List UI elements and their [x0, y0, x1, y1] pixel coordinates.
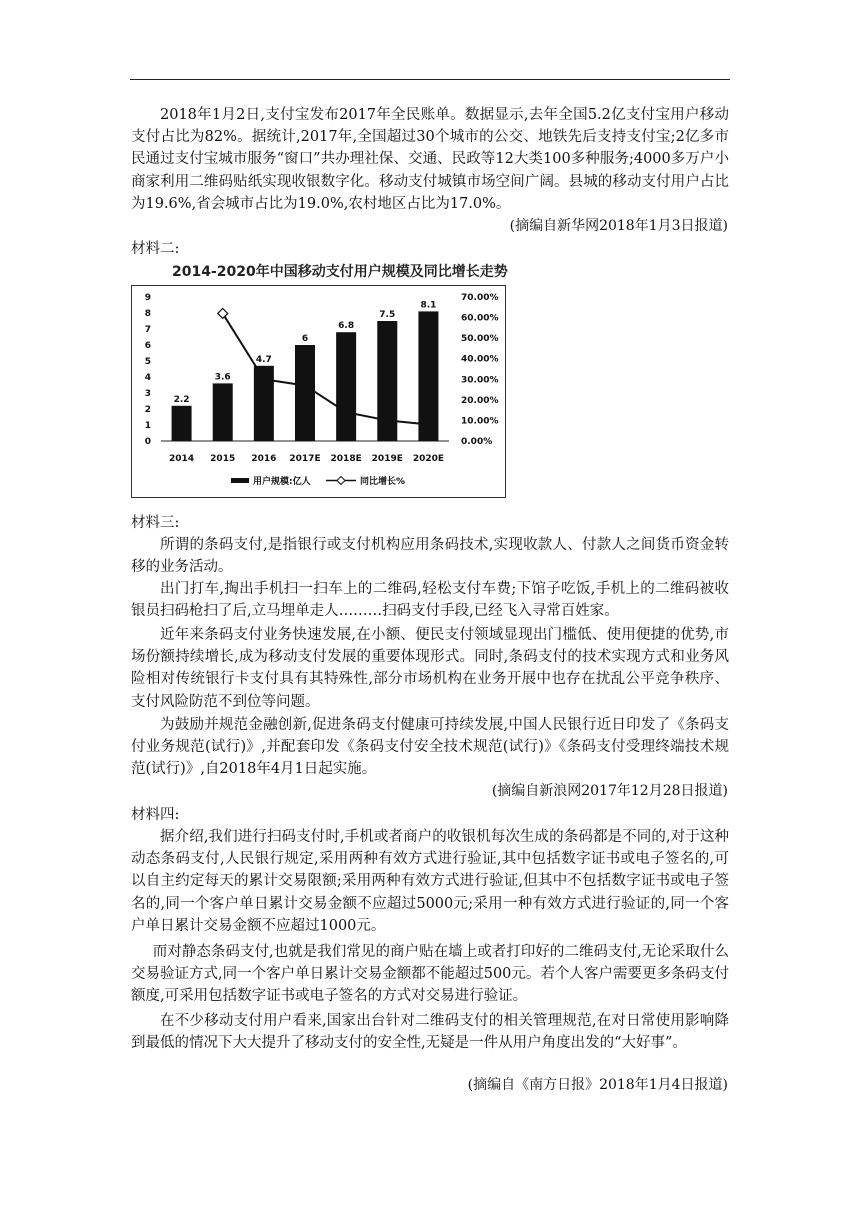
y2-tick-label: 0.00% [461, 437, 493, 447]
material4-paragraph-2: 而对静态条码支付,也就是我们常见的商户贴在墙上或者打印好的二维码支付,无论采取什么交易验证方式,同一个客户单日累计交易金额都不能超过500元。若个人客户需要更多条码支付额度,可采用包括数字证书或电子签名的方式对交易进行验证。 [131, 944, 729, 1005]
y-tick-label: 1 [144, 421, 151, 431]
header-rule [130, 79, 730, 80]
material3-paragraph-2: 出门打车,掏出手机扫一扫车上的二维码,轻松支付车费;下馆子吃饭,手机上的二维码被收银员扫码枪扫了后,立马埋单走人………扫码支付手段,已经飞入寻常百姓家。 [131, 581, 729, 620]
x-tick-label: 2018E [330, 454, 362, 464]
bar-data-label: 3.6 [214, 372, 231, 383]
legend-line-label: 同比增长% [360, 477, 406, 487]
material1-source: (摘编自新华网2018年1月3日报道) [509, 218, 728, 234]
y-tick-label: 2 [144, 405, 151, 415]
y-tick-label: 6 [144, 341, 151, 351]
y-tick-label: 4 [144, 373, 151, 383]
x-tick-label: 2015 [210, 454, 236, 464]
y-tick-label: 9 [144, 293, 151, 303]
y-tick-label: 0 [144, 437, 151, 447]
material3-paragraph-4: 为鼓励并规范金融创新,促进条码支付健康可持续发展,中国人民银行近日印发了《条码支付业务规范(试行)》,并配套印发《条码支付安全技术规范(试行)》《条码支付受理终端技术规范(试行)》,自2018年4月1日起实施。 [131, 717, 729, 778]
y2-tick-label: 40.00% [461, 354, 499, 365]
legend-bar-swatch [231, 478, 249, 483]
chart-title: 2014-2020年中国移动支付用户规模及同比增长走势 [172, 264, 508, 280]
bar-2014 [172, 406, 192, 441]
bar-data-label: 6 [301, 334, 309, 344]
bar-data-label: 6.8 [338, 321, 355, 332]
bar-2018E [336, 332, 356, 441]
bar-data-label: 4.7 [255, 354, 272, 365]
bar-data-label: 8.1 [420, 300, 437, 311]
y2-tick-label: 30.00% [461, 375, 499, 386]
material4-label: 材料四: [131, 807, 180, 823]
x-tick-label: 2019E [371, 454, 403, 464]
chart [131, 285, 506, 498]
y2-tick-label: 70.00% [461, 293, 499, 303]
material3-label: 材料三: [131, 515, 180, 531]
y2-tick-label: 20.00% [461, 395, 499, 406]
y-tick-label: 7 [144, 325, 151, 335]
x-tick-label: 2014 [169, 454, 195, 464]
y2-tick-label: 60.00% [461, 313, 499, 324]
y-tick-label: 5 [144, 357, 151, 367]
legend-bar-label: 用户规模:亿人 [253, 477, 311, 487]
material4-source: (摘编自《南方日报》2018年1月4日报道) [467, 1077, 728, 1093]
y2-tick-label: 10.00% [461, 416, 499, 427]
y-tick-label: 3 [144, 389, 151, 399]
y2-tick-label: 50.00% [461, 334, 499, 345]
chart-svg [131, 285, 506, 498]
bar-data-label: 2.2 [173, 394, 190, 405]
y-tick-label: 8 [144, 309, 151, 319]
x-tick-label: 2016 [251, 454, 277, 464]
x-tick-label: 2017E [289, 454, 321, 464]
bar-2015 [213, 383, 233, 441]
material1-paragraph: 2018年1月2日,支付宝发布2017年全民账单。数据显示,去年全国5.2亿支付宝用户移动支付占比为82%。据统计,2017年,全国超过30个城市的公交、地铁先后支持支付宝;2亿多市民通过支付宝城市服务“窗口”共办理社保、交通、民政等12大类100多种服务;4000多万户小商家利用二维码贴纸实现收银数字化。移动支付城镇市场空间广阔。县城的移动支付用户占比为19.6%,省会城市占比为19.0%,农村地区占比为17.0%。 [131, 107, 729, 212]
material3-source: (摘编自新浪网2017年12月28日报道) [491, 783, 728, 799]
material2-label: 材料二: [131, 241, 180, 257]
chart-frame [132, 286, 506, 498]
bar-data-label: 7.5 [379, 310, 396, 320]
x-tick-label: 2020E [412, 454, 445, 464]
material3-paragraph-1: 所谓的条码支付,是指银行或支付机构应用条码技术,实现收款人、付款人之间货币资金转移的业务活动。 [131, 537, 729, 576]
material3-paragraph-3: 近年来条码支付业务快速发展,在小额、便民支付领域显现出门槛低、使用便捷的优势,市场份额持续增长,成为移动支付发展的重要体现形式。同时,条码支付的技术实现方式和业务风险相对传统银行卡支付具有其特殊性,部分市场机构在业务开展中也存在扰乱公平竞争秩序、支付风险防范不到位等问题。 [131, 627, 729, 710]
bar-2017E [295, 345, 315, 441]
material4-paragraph-3: 在不少移动支付用户看来,国家出台针对二维码支付的相关管理规范,在对日常使用影响降到最低的情况下大大提升了移动支付的安全性,无疑是一件从用户角度出发的“大好事”。 [131, 1013, 729, 1052]
material4-paragraph-1: 据介绍,我们进行扫码支付时,手机或者商户的收银机每次生成的条码都是不同的,对于这种动态条码支付,人民银行规定,采用两种有效方式进行验证,其中包括数字证书或电子签名的,可以自主约定每天的累计交易限额;采用两种有效方式进行验证,但其中不包括数字证书或电子签名的,同一个客户单日累计交易金额不应超过5000元;采用一种有效方式进行验证的,同一个客户单日累计交易金额不应超过1000元。 [131, 829, 729, 934]
